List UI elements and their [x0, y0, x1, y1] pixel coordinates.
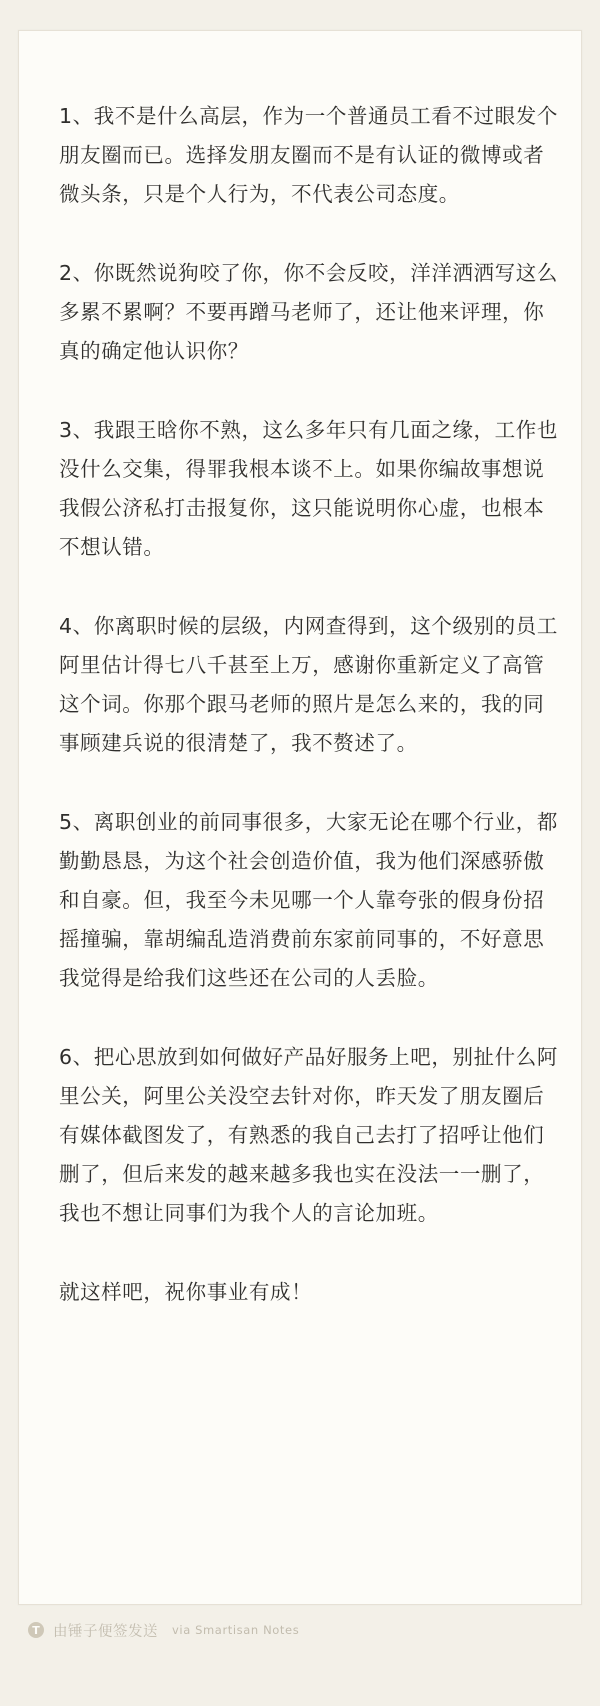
- note-paragraph-5: 5、离职创业的前同事很多，大家无论在哪个行业，都勤勤恳恳，为这个社会创造价值，我为他们深感骄傲和自豪。但，我至今未见哪一个人靠夸张的假身份招摇撞骗，靠胡编乱造消费前东家前同事的，不好意思我觉得是给我们这些还在公司的人丢脸。: [59, 810, 558, 990]
- footer-signature: [28, 1616, 299, 1644]
- note-paragraph-1: 1、我不是什么高层，作为一个普通员工看不过眼发个朋友圈而已。选择发朋友圈而不是有认证的微博或者微头条，只是个人行为，不代表公司态度。: [59, 104, 558, 206]
- note-closing-line: 就这样吧，祝你事业有成！: [59, 1280, 313, 1304]
- note-body: [59, 97, 559, 1312]
- note-paragraph-3: 3、我跟王晗你不熟，这么多年只有几面之缘，工作也没什么交集，得罪我根本谈不上。如果你编故事想说我假公济私打击报复你，这只能说明你心虚，也根本不想认错。: [59, 418, 558, 559]
- footer-via-label: via Smartisan Notes: [172, 1623, 300, 1637]
- note-paragraph-2: 2、你既然说狗咬了你，你不会反咬，洋洋洒洒写这么多累不累啊？不要再蹭马老师了，还让他来评理，你真的确定他认识你？: [59, 261, 558, 363]
- note-paragraph-6: 6、把心思放到如何做好产品好服务上吧，别扯什么阿里公关，阿里公关没空去针对你，昨天发了朋友圈后有媒体截图发了，有熟悉的我自己去打了招呼让他们删了，但后来发的越来越多我也实在没法一一删了，我也不想让同事们为我个人的言论加班。: [59, 1045, 558, 1225]
- note-paragraph-4: 4、你离职时候的层级，内网查得到，这个级别的员工阿里估计得七八千甚至上万，感谢你重新定义了高管这个词。你那个跟马老师的照片是怎么来的，我的同事顾建兵说的很清楚了，我不赘述了。: [59, 614, 558, 755]
- smartisan-logo-icon: T: [28, 1622, 44, 1638]
- note-card: [18, 30, 582, 1605]
- footer-sent-label: 由锤子便签发送: [53, 1623, 158, 1640]
